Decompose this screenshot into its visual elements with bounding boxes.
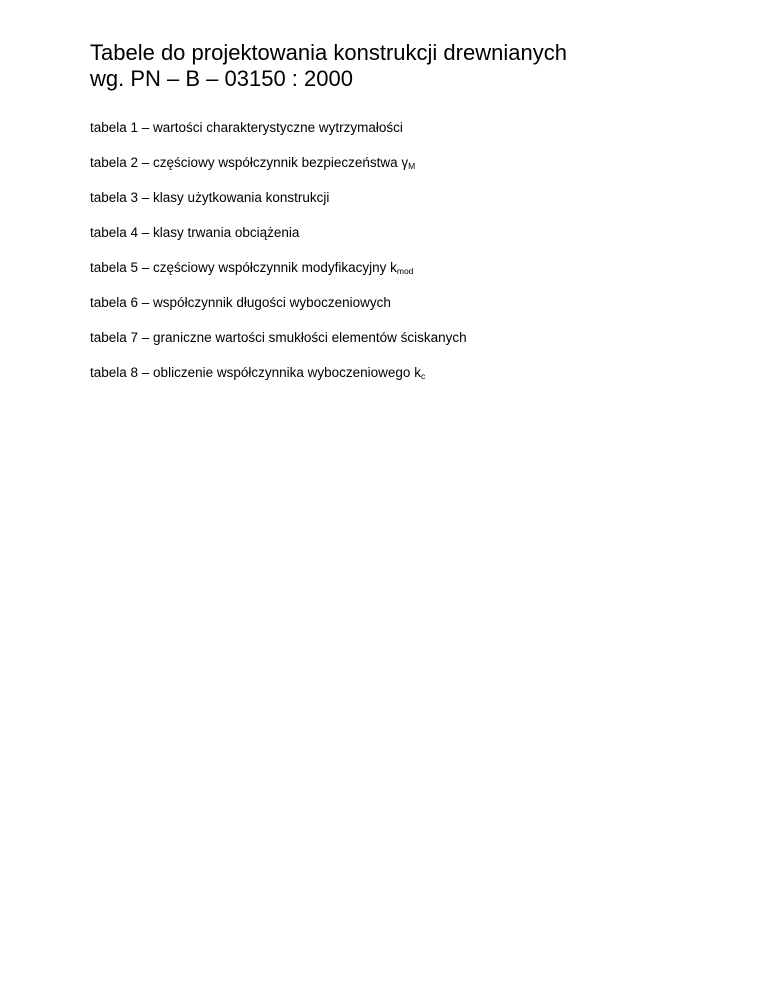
table-item-6 [90, 295, 730, 314]
table-item-text: tabela 4 – klasy trwania obciążenia [90, 225, 300, 240]
table-item-subscript: mod [396, 266, 414, 276]
table-item-1 [90, 120, 730, 139]
table-item-subscript: c [420, 371, 426, 381]
document-title [90, 40, 730, 92]
table-item-3 [90, 190, 730, 209]
table-item-text: tabela 2 – częściowy współczynnik bezpieczeństwa γ [90, 155, 409, 170]
title-line-2: wg. PN – B – 03150 : 2000 [90, 66, 353, 91]
table-item-text: tabela 3 – klasy użytkowania konstrukcji [90, 190, 330, 205]
table-item-5 [90, 260, 730, 279]
table-item-subscript: M [408, 161, 416, 171]
table-item-4 [90, 225, 730, 244]
table-item-text: tabela 6 – współczynnik długości wyboczeniowych [90, 295, 391, 310]
document-page [90, 40, 730, 400]
table-item-8 [90, 365, 730, 384]
table-item-text: tabela 1 – wartości charakterystyczne wytrzymałości [90, 120, 403, 135]
table-item-2 [90, 155, 730, 174]
table-item-text: tabela 7 – graniczne wartości smukłości elementów ściskanych [90, 330, 467, 345]
table-list [90, 120, 730, 384]
table-item-text: tabela 5 – częściowy współczynnik modyfikacyjny k [90, 260, 397, 275]
table-item-text: tabela 8 – obliczenie współczynnika wyboczeniowego k [90, 365, 421, 380]
table-item-7 [90, 330, 730, 349]
title-line-1: Tabele do projektowania konstrukcji drewnianych [90, 40, 567, 65]
